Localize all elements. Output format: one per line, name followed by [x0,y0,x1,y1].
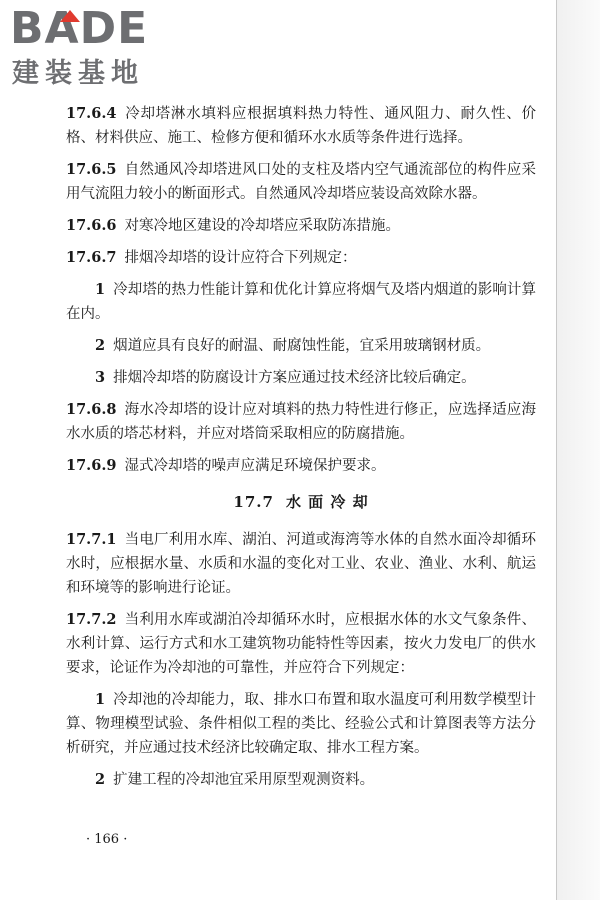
clause-text: 对寒冷地区建设的冷却塔应采取防冻措施。 [124,218,400,234]
item-number: 2 [95,337,106,354]
clause-number: 17.6.5 [66,161,117,178]
clause-number: 17.6.9 [66,457,117,474]
section-heading-title: 水 面 冷 却 [285,493,369,511]
clause-17-6-5 [66,158,536,206]
item-text: 冷却池的冷却能力，取、排水口布置和取水温度可利用数学模型计算、物理模型试验、条件相似工程的类比、经验公式和计算图表等方法分析研究，并应通过技术经济比较确定取、排水工程方案。 [66,692,536,756]
page-number: · 166 · [86,832,128,847]
clause-17-6-4 [66,102,536,150]
item-text: 排烟冷却塔的防腐设计方案应通过技术经济比较后确定。 [113,370,476,386]
clause-17-6-9 [66,454,536,478]
clause-number: 17.7.2 [66,611,117,628]
clause-number: 17.7.1 [66,531,117,548]
item-number: 2 [95,771,106,788]
clause-17-6-8 [66,398,536,446]
clause-number: 17.6.4 [66,105,117,122]
clause-number: 17.6.7 [66,249,117,266]
clause-item [66,366,536,390]
clause-text: 冷却塔淋水填料应根据填料热力特性、通风阻力、耐久性、价格、材料供应、施工、检修方便和循环水水质等条件进行选择。 [66,106,536,146]
clause-text: 海水冷却塔的设计应对填料的热力特性进行修正，应选择适应海水水质的塔芯材料，并应对塔筒采取相应的防腐措施。 [66,402,536,442]
clause-text: 自然通风冷却塔进风口处的支柱及塔内空气通流部位的构件应采用气流阻力较小的断面形式。自然通风冷却塔应装设高效除水器。 [66,162,536,202]
logo-brand-text: BADE [10,3,149,54]
item-text: 烟道应具有良好的耐温、耐腐蚀性能，宜采用玻璃钢材质。 [113,338,491,354]
item-number: 3 [95,369,106,386]
page-edge [556,0,557,900]
logo-accent-triangle [60,10,80,22]
item-text: 扩建工程的冷却池宜采用原型观测资料。 [113,772,375,788]
clause-item [66,768,536,792]
section-heading [66,490,536,514]
document-body [66,102,536,792]
clause-text: 当利用水库或湖泊冷却循环水时，应根据水体的水文气象条件、水利计算、运行方式和水工建筑物功能特性等因素，按火力发电厂的供水要求，论证作为冷却池的可靠性，并应符合下列规定： [66,612,536,676]
page-edge-shadow [557,0,600,900]
clause-item [66,688,536,760]
clause-number: 17.6.8 [66,401,117,418]
logo-subtitle: 建装基地 [12,58,144,89]
item-text: 冷却塔的热力性能计算和优化计算应将烟气及塔内烟道的影响计算在内。 [66,282,536,322]
section-heading-number: 17.7 [233,493,274,511]
clause-text: 湿式冷却塔的噪声应满足环境保护要求。 [124,458,386,474]
clause-item [66,334,536,358]
clause-text: 排烟冷却塔的设计应符合下列规定： [124,250,357,266]
item-number: 1 [95,691,106,708]
clause-17-7-2 [66,608,536,680]
clause-text: 当电厂利用水库、湖泊、河道或海湾等水体的自然水面冷却循环水时，应根据水量、水质和水温的变化对工业、农业、渔业、水利、航运和环境等的影响进行论证。 [66,532,536,596]
clause-17-7-1 [66,528,536,600]
clause-17-6-6 [66,214,536,238]
clause-number: 17.6.6 [66,217,117,234]
item-number: 1 [95,281,106,298]
clause-17-6-7 [66,246,536,270]
clause-item [66,278,536,326]
brand-logo [10,4,190,96]
